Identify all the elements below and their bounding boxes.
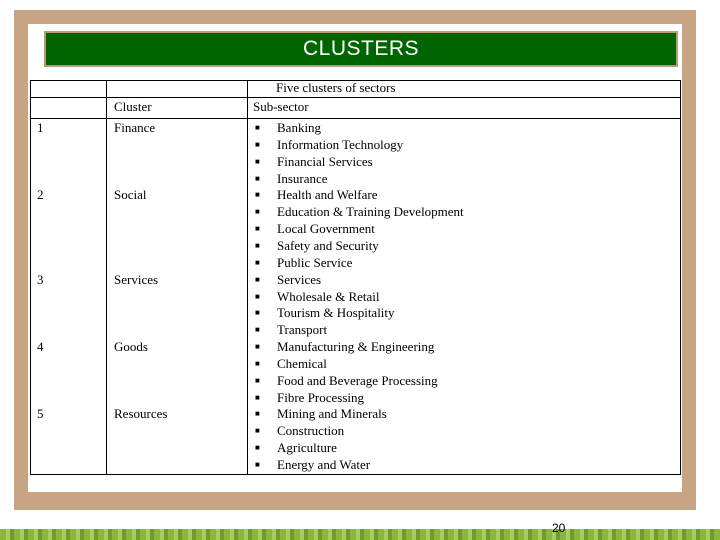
subsector-item: Transport bbox=[277, 322, 328, 338]
header-cluster: Cluster bbox=[114, 99, 152, 114]
subsector-item: Services bbox=[277, 271, 322, 287]
bullet-icon: ■ bbox=[255, 123, 260, 132]
bullet-icon: ■ bbox=[255, 240, 260, 250]
bullet-icon: ■ bbox=[255, 139, 260, 149]
cluster-name: Social bbox=[114, 187, 147, 203]
bullet-icon: ■ bbox=[255, 460, 260, 469]
bullet-icon: ■ bbox=[255, 392, 260, 402]
header-subsector: Sub-sector bbox=[253, 99, 309, 114]
subsector-item: Tourism & Hospitality bbox=[277, 305, 395, 321]
subsector-item: Agriculture bbox=[277, 440, 337, 456]
subsector-item: Mining and Minerals bbox=[277, 406, 387, 422]
subsector-item: Banking bbox=[277, 120, 322, 135]
subsector-item: Insurance bbox=[277, 170, 328, 186]
bullet-icon: ■ bbox=[255, 358, 260, 368]
page-number: 20 bbox=[552, 521, 566, 535]
bullet-icon: ■ bbox=[255, 443, 260, 453]
cluster-number: 1 bbox=[37, 120, 44, 135]
cluster-name: Goods bbox=[114, 339, 148, 355]
subsector-item: Public Service bbox=[277, 254, 353, 270]
bullet-icon: ■ bbox=[255, 156, 260, 166]
cluster-name: Resources bbox=[114, 406, 168, 422]
cluster-number: 2 bbox=[37, 187, 44, 203]
subsector-item: Wholesale & Retail bbox=[277, 288, 380, 304]
cluster-number: 4 bbox=[37, 339, 44, 355]
bullet-icon: ■ bbox=[255, 291, 260, 301]
bullet-icon: ■ bbox=[255, 257, 260, 267]
bullet-icon: ■ bbox=[255, 190, 260, 200]
subsector-item: Energy and Water bbox=[277, 457, 371, 472]
subsector-item: Fibre Processing bbox=[277, 389, 365, 405]
subsector-item: Chemical bbox=[277, 355, 327, 371]
bullet-icon: ■ bbox=[255, 426, 260, 436]
cluster-number: 3 bbox=[37, 271, 44, 287]
subsector-item: Manufacturing & Engineering bbox=[277, 339, 435, 355]
subsector-item: Food and Beverage Processing bbox=[277, 372, 438, 388]
table-divider bbox=[30, 97, 681, 98]
slide-title: CLUSTERS bbox=[44, 31, 678, 67]
cluster-number: 5 bbox=[37, 406, 44, 422]
bullet-icon: ■ bbox=[255, 342, 260, 352]
subsector-item: Financial Services bbox=[277, 153, 373, 169]
subsector-item: Safety and Security bbox=[277, 237, 379, 253]
bullet-icon: ■ bbox=[255, 325, 260, 335]
subsector-item: Information Technology bbox=[277, 136, 404, 152]
table-caption: Five clusters of sectors bbox=[276, 80, 396, 95]
subsector-item: Health and Welfare bbox=[277, 187, 378, 203]
bullet-icon: ■ bbox=[255, 224, 260, 234]
bullet-icon: ■ bbox=[255, 308, 260, 318]
bullet-icon: ■ bbox=[255, 207, 260, 217]
table-divider bbox=[247, 80, 248, 475]
bullet-icon: ■ bbox=[255, 375, 260, 385]
bullet-icon: ■ bbox=[255, 274, 260, 284]
subsector-item: Construction bbox=[277, 423, 345, 439]
footer-decoration bbox=[0, 529, 720, 540]
subsector-item: Education & Training Development bbox=[277, 204, 464, 220]
cluster-name: Services bbox=[114, 271, 159, 287]
cluster-name: Finance bbox=[114, 120, 156, 135]
bullet-icon: ■ bbox=[255, 409, 260, 419]
table-divider bbox=[30, 118, 681, 119]
bullet-icon: ■ bbox=[255, 173, 260, 183]
table-divider bbox=[106, 80, 107, 475]
subsector-item: Local Government bbox=[277, 221, 375, 237]
